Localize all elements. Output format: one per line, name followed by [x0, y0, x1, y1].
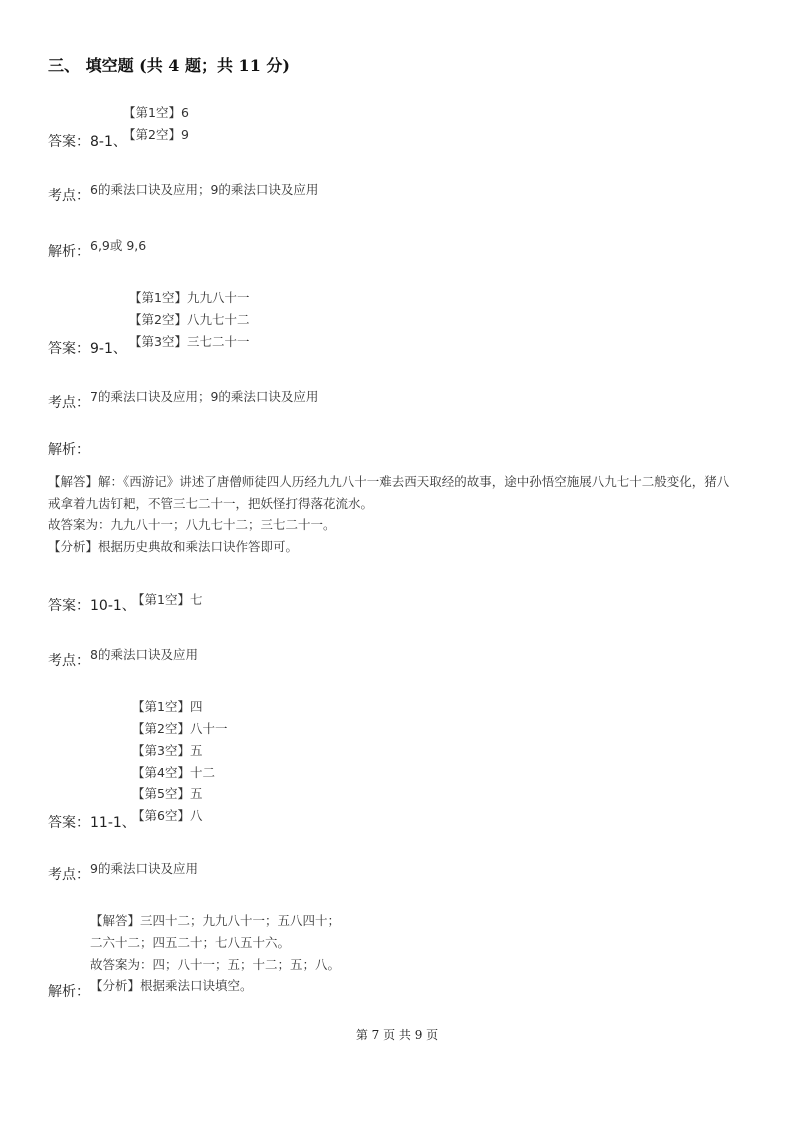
q11-analysis-line-2: 二六十二；四五二十；七八五十六。: [90, 935, 291, 950]
q8-analysis-label: 解析：: [48, 244, 90, 260]
q8-blank-1: 【第1空】6: [123, 105, 189, 120]
page-footer: 第 7 页 共 9 页: [355, 1028, 439, 1042]
answer-label: 答案：: [48, 341, 90, 357]
q10-point-label: 考点：: [48, 653, 90, 669]
q11-analysis-line-3: 故答案为：四；八十一；五；十二；五；八。: [90, 957, 341, 972]
q9-blank-1: 【第1空】九九八十一: [129, 290, 250, 305]
q9-answer-label: [48, 338, 127, 358]
q8-answer-label: [48, 131, 127, 151]
q11-analysis-line-4: 【分析】根据乘法口诀填空。: [90, 978, 253, 993]
answer-label: 答案：: [48, 598, 90, 614]
q11-analysis-line-1: 【解答】三四十二；九九八十一；五八四十；: [90, 913, 341, 928]
q11-point-label: 考点：: [48, 867, 90, 883]
q8-blank-2: 【第2空】9: [123, 127, 189, 142]
q9-analysis-line-2: 戒拿着九齿钉耙，不管三七二十一，把妖怪打得落花流水。: [48, 496, 374, 511]
q8-analysis-text: 6,9或 9,6: [90, 238, 147, 253]
q9-analysis-label: 解析：: [48, 442, 90, 458]
q10-number: 10-1、: [90, 598, 136, 614]
q11-number: 11-1、: [90, 815, 136, 831]
q9-analysis-line-4: 【分析】根据历史典故和乘法口诀作答即可。: [48, 539, 299, 554]
q10-blank-1: 【第1空】七: [132, 592, 203, 607]
q11-blank-3: 【第3空】五: [132, 743, 203, 758]
answer-label: 答案：: [48, 815, 90, 831]
q9-analysis-line-1: 【解答】解：《西游记》讲述了唐僧师徒四人历经九九八十一难去西天取经的故事，途中孙悟空施展八九七十二般变化，猪八: [48, 474, 730, 489]
q11-blank-4: 【第4空】十二: [132, 765, 215, 780]
q8-number: 8-1、: [90, 134, 127, 150]
q9-blank-3: 【第3空】三七二十一: [129, 334, 250, 349]
q11-point-text: 9的乘法口诀及应用: [90, 861, 198, 876]
section-title: 三、 填空题 (共 4 题；共 11 分): [48, 56, 290, 75]
q11-blank-2: 【第2空】八十一: [132, 721, 228, 736]
q10-point-text: 8的乘法口诀及应用: [90, 647, 198, 662]
q11-answer-label: [48, 812, 136, 832]
q8-point-label: 考点：: [48, 188, 90, 204]
q9-number: 9-1、: [90, 341, 127, 357]
q9-blank-2: 【第2空】八九七十二: [129, 312, 250, 327]
q11-analysis-label: 解析：: [48, 984, 90, 1000]
q10-answer-label: [48, 595, 136, 615]
q11-blank-5: 【第5空】五: [132, 786, 203, 801]
q8-point-text: 6的乘法口诀及应用；9的乘法口诀及应用: [90, 182, 319, 197]
q9-point-label: 考点：: [48, 395, 90, 411]
q9-analysis-line-3: 故答案为：九九八十一；八九七十二；三七二十一。: [48, 517, 336, 532]
answer-label: 答案：: [48, 134, 90, 150]
q9-point-text: 7的乘法口诀及应用；9的乘法口诀及应用: [90, 389, 319, 404]
q11-blank-1: 【第1空】四: [132, 699, 203, 714]
q11-blank-6: 【第6空】八: [132, 808, 203, 823]
